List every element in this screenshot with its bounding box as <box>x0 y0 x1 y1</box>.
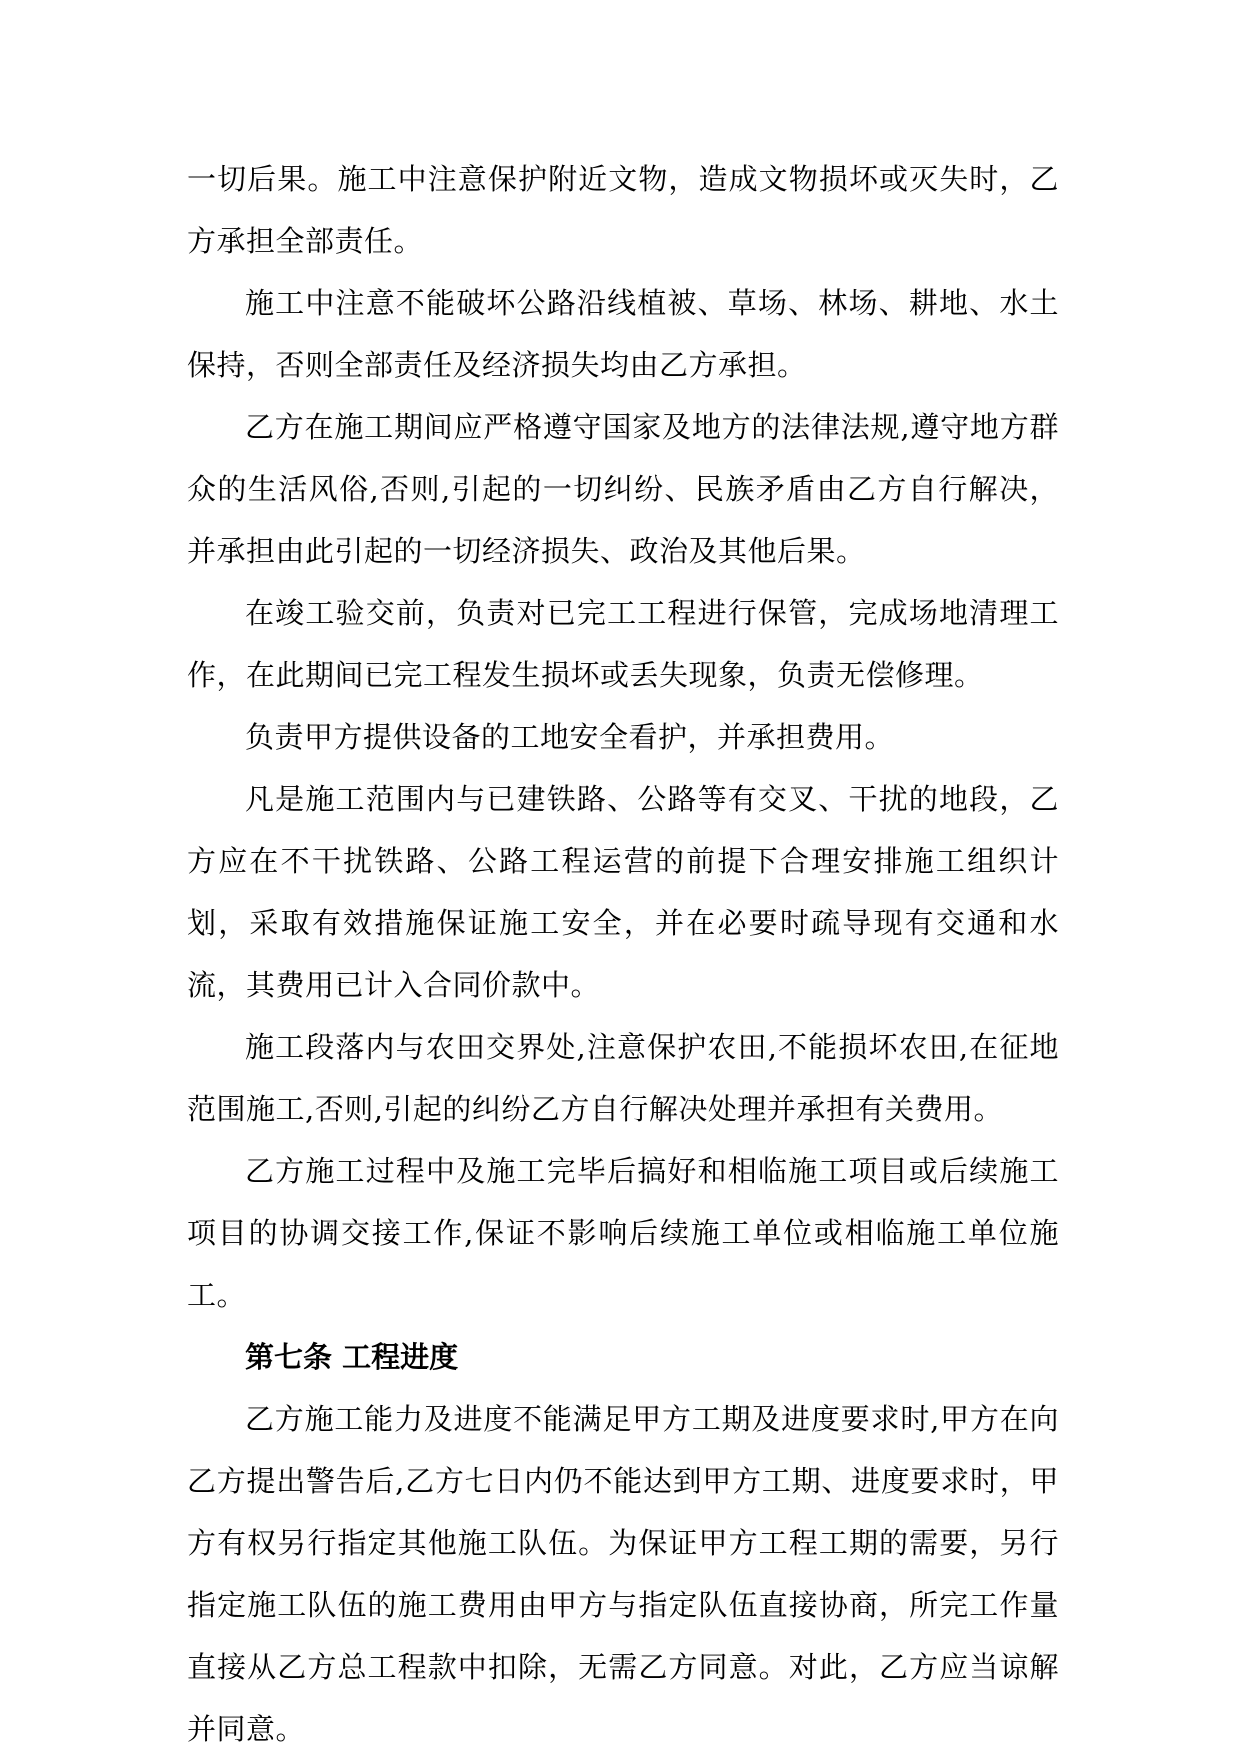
paragraph-crossings: 凡是施工范围内与已建铁路、公路等有交叉、干扰的地段，乙方应在不干扰铁路、公路工程运营的前提下合理安排施工组织计划，采取有效措施保证施工安全，并在必要时疏导现有交通和水流，其费用已计入合同价款中。 <box>187 782 1059 1002</box>
paragraph-laws: 乙方在施工期间应严格遵守国家及地方的法律法规,遵守地方群众的生活风俗,否则,引起的一切纠纷、民族矛盾由乙方自行解决，并承担由此引起的一切经济损失、政治及其他后果。 <box>187 410 1059 568</box>
paragraph-acceptance: 在竣工验交前，负责对已完工工程进行保管，完成场地清理工作，在此期间已完工程发生损坏或丢失现象，负责无偿修理。 <box>187 596 1059 692</box>
paragraph-vegetation: 施工中注意不能破坏公路沿线植被、草场、林场、耕地、水土保持，否则全部责任及经济损失均由乙方承担。 <box>187 286 1059 382</box>
section-heading: 第七条 工程进度 <box>245 1340 459 1374</box>
paragraph-continuation: 一切后果。施工中注意保护附近文物，造成文物损坏或灭失时，乙方承担全部责任。 <box>187 162 1059 258</box>
paragraph-equipment-safety: 负责甲方提供设备的工地安全看护，并承担费用。 <box>245 720 895 754</box>
paragraph-farmland: 施工段落内与农田交界处,注意保护农田,不能损坏农田,在征地范围施工,否则,引起的纠纷乙方自行解决处理并承担有关费用。 <box>187 1030 1059 1126</box>
paragraph-coordination: 乙方施工过程中及施工完毕后搞好和相临施工项目或后续施工项目的协调交接工作,保证不影响后续施工单位或相临施工单位施工。 <box>187 1154 1059 1312</box>
document-page <box>187 148 1059 1760</box>
paragraph-schedule: 乙方施工能力及进度不能满足甲方工期及进度要求时,甲方在向乙方提出警告后,乙方七日内仍不能达到甲方工期、进度要求时，甲方有权另行指定其他施工队伍。为保证甲方工程工期的需要，另行指定施工队伍的施工费用由甲方与指定队伍直接协商，所完工作量直接从乙方总工程款中扣除，无需乙方同意。对此，乙方应当谅解并同意。 <box>187 1402 1059 1746</box>
